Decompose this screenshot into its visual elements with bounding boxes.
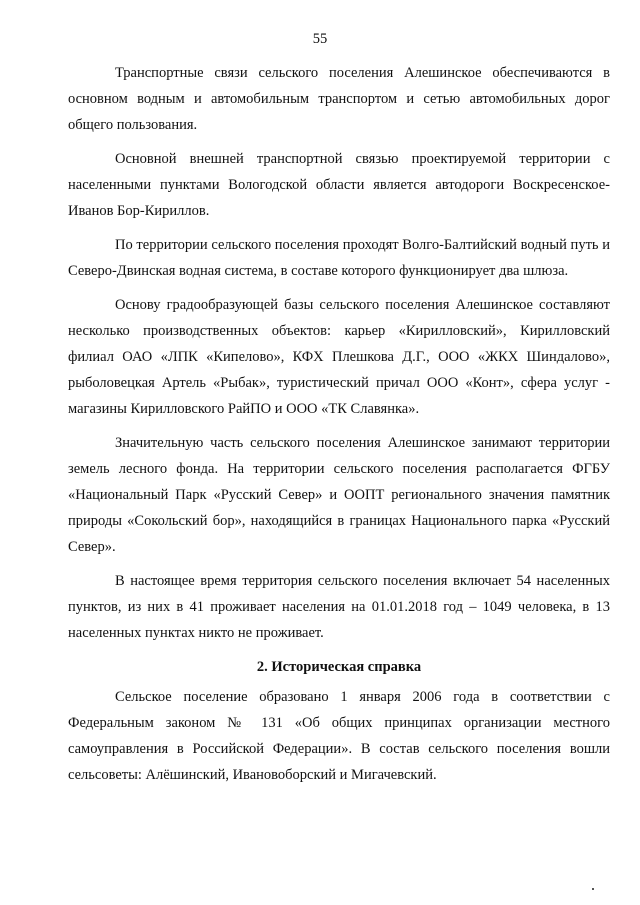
paragraph-history: Сельское поселение образовано 1 января 2006 года в соответствии с Федеральным законом № 131 «Об общих принципах организации местного самоуправления в Российской Федерации». В состав сельского поселения вошли сельсоветы: Алёшинский, Ивановоборский и Мигачевский. xyxy=(68,689,610,783)
paragraph-external-connection: Основной внешней транспортной связью проектируемой территории с населенными пунктами Вологодской области является автодороги Воскресенское-Иванов Бор-Кириллов. xyxy=(68,151,610,219)
section-body xyxy=(68,684,610,788)
paragraph-waterways: По территории сельского поселения проходят Волго-Балтийский водный путь и Северо-Двинская водная система, в составе которого функционирует два шлюза. xyxy=(68,237,610,279)
paragraph-settlements: В настоящее время территория сельского поселения включает 54 населенных пунктов, из них в 41 проживает населения на 01.01.2018 год – 1049 человека, в 13 населенных пунктах никто не проживает. xyxy=(68,573,610,641)
scan-speck xyxy=(592,888,594,890)
page-number: 55 xyxy=(312,31,328,47)
document-body xyxy=(68,60,610,788)
paragraph-transport-links: Транспортные связи сельского поселения Алешинское обеспечиваются в основном водным и автомобильным транспортом и сетью автомобильных дорог общего пользования. xyxy=(68,65,610,133)
paragraph-forest-lands: Значительную часть сельского поселения Алешинское занимают территории земель лесного фонда. На территории сельского поселения располагается ФГБУ «Национальный Парк «Русский Север» и ООПТ регионального значения памятник природы «Сокольский бор», находящийся в границах Национального парка «Русский Север». xyxy=(68,435,610,555)
paragraph-economic-base: Основу градообразующей базы сельского поселения Алешинское составляют несколько производственных объектов: карьер «Кирилловский», Кирилловский филиал ОАО «ЛПК «Кипелово», КФХ Плешкова Д.Г., ООО «ЖКХ Шиндалово», рыболовецкая Артель «Рыбак», туристический причал ООО «Конт», сфера услуг - магазины Кирилловского РайПО и ООО «ТК Славянка». xyxy=(68,297,610,417)
section-heading: 2. Историческая справка xyxy=(256,659,422,675)
